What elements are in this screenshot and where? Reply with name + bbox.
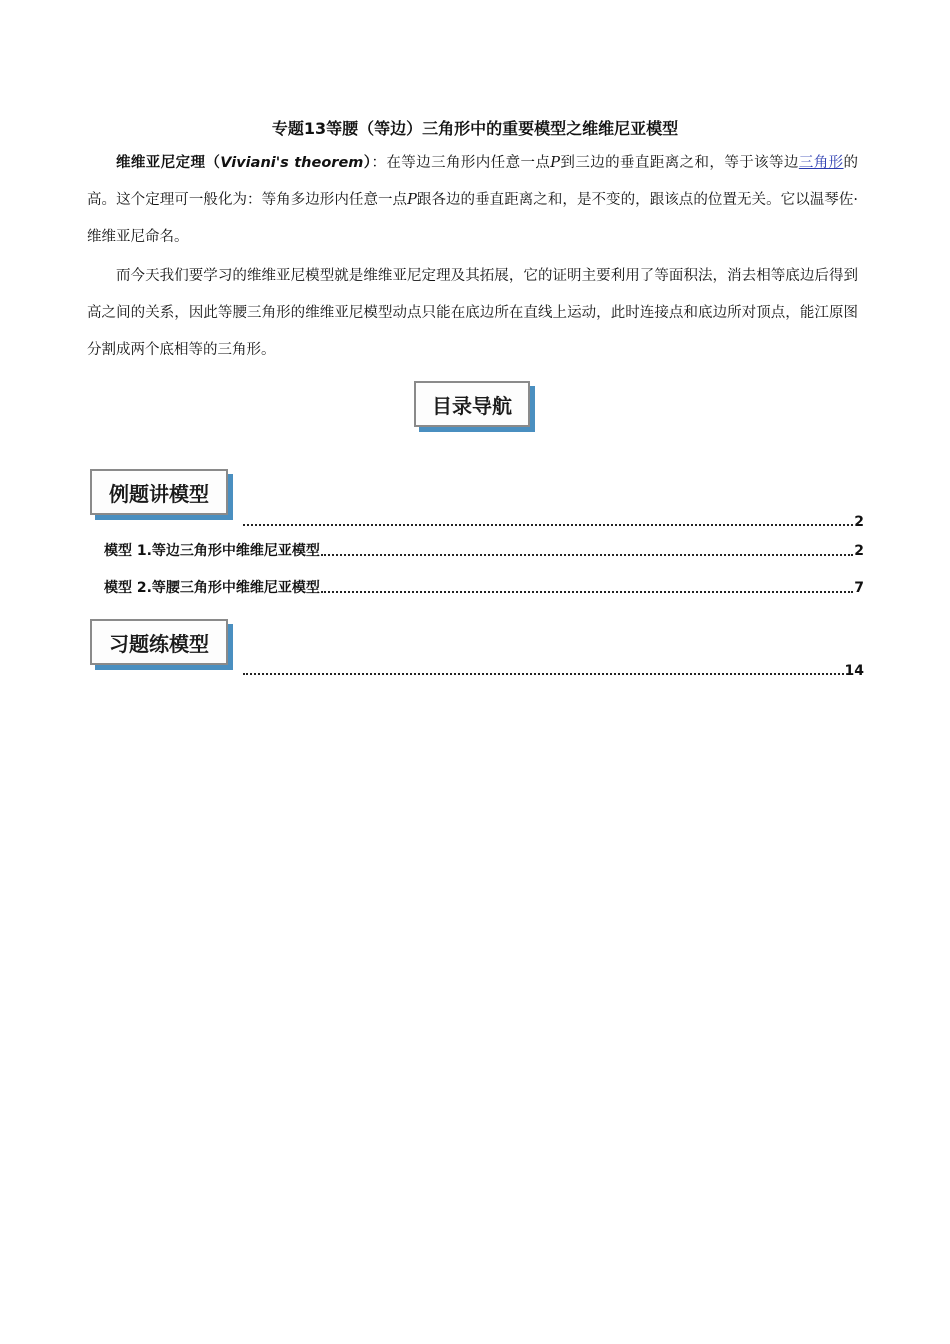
toc-entry-label: 模型 1.等边三角形中维维尼亚模型 [104,543,320,559]
theorem-term-en: Viviani's theorem [220,155,364,171]
model-paragraph: 而今天我们要学习的维维亚尼模型就是维维亚尼定理及其拓展，它的证明主要利用了等面积法，消去相等底边后得到高之间的关系，因此等腰三角形的维维亚尼模型动点只能在底边所在直线上运动，此时连接点和底边所对顶点，能江原图分割成两个底相等的三角形。 [87,268,858,358]
point-p: P [550,155,561,171]
toc-page-number: 2 [854,514,864,530]
triangle-link[interactable]: 三角形 [798,155,844,171]
toc-entry-model-1[interactable] [104,540,864,560]
toc-leader-dots [321,591,853,593]
toc-entry-examples[interactable] [242,514,864,530]
toc-entry-exercises[interactable] [242,663,864,679]
theorem-term: 维维亚尼定理（Viviani's theorem） [116,155,372,171]
toc-leader-dots [243,673,844,675]
intro-paragraph: 维维亚尼定理（Viviani's theorem）：在等边三角形内任意一点P到三边的垂直距离之和，等于该等边三角形的高。这个定理可一般化为：等角多边形内任意一点P跟各边的垂直距离之和，是不变的，跟该点的位置无关。它以温琴佐·维维亚尼命名。 [87,155,859,245]
toc-entry-model-2[interactable] [104,577,864,597]
toc-page-number: 2 [854,543,864,559]
toc-entry-label: 模型 2.等腰三角形中维维尼亚模型 [104,580,320,596]
section-badge-examples[interactable]: 例题讲模型 [90,469,228,515]
document-title: 专题13等腰（等边）三角形中的重要模型之维维尼亚模型 [271,119,679,138]
toc-page-number: 7 [854,580,864,596]
toc-leader-dots [321,554,853,556]
toc-page-number: 14 [844,663,864,679]
section-badge-exercises[interactable]: 习题练模型 [90,619,228,665]
toc-heading-badge: 目录导航 [414,381,530,427]
point-p-2: P [407,192,417,208]
toc-leader-dots [243,524,853,526]
